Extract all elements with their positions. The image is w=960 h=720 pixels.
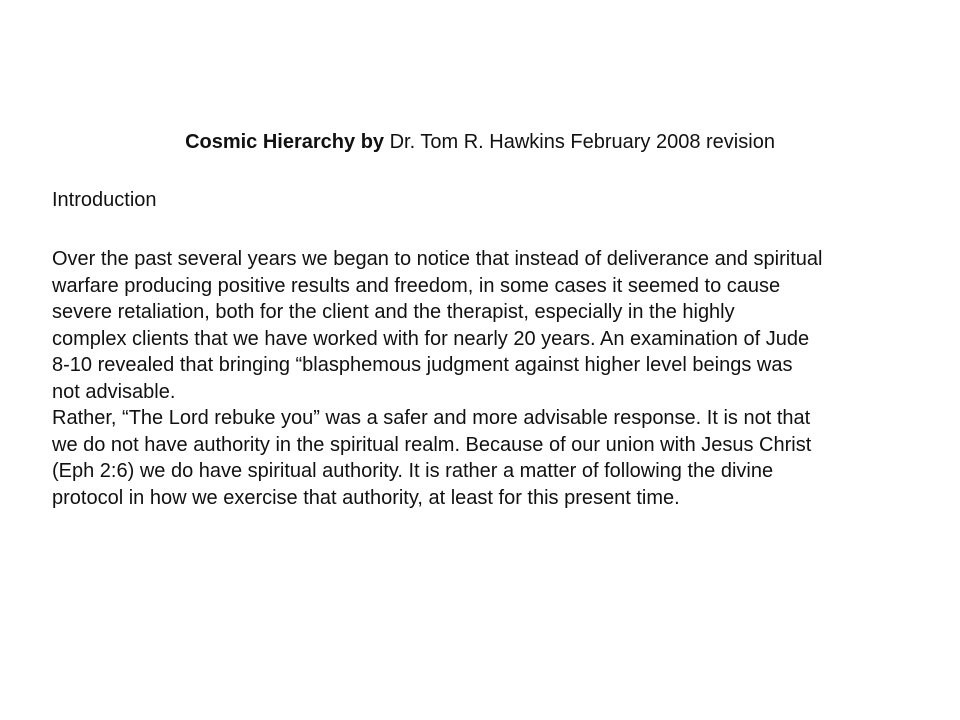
title-regular-part: Dr. Tom R. Hawkins February 2008 revision: [384, 131, 775, 153]
body-line: Over the past several years we began to notice that instead of deliverance and spiritual: [52, 248, 823, 270]
body-line: not advisable.: [52, 380, 176, 403]
body-line: warfare producing positive results and freedom, in some cases it seemed to cause: [52, 274, 781, 297]
body-line: Rather, “The Lord rebuke you” was a safer and more advisable response. It is not that: [52, 407, 811, 429]
body-line: complex clients that we have worked with for nearly 20 years. An examination of Jude: [52, 327, 810, 350]
body-paragraph: [52, 246, 932, 511]
body-line: 8-10 revealed that bringing “blasphemous judgment against higher level beings was: [52, 354, 793, 376]
body-line: (Eph 2:6) we do have spiritual authority. It is rather a matter of following the divine: [52, 460, 774, 482]
title-bold-part: Cosmic Hierarchy by: [185, 131, 385, 153]
body-line: severe retaliation, both for the client and the therapist, especially in the highly: [52, 301, 735, 323]
slide-title: [0, 129, 960, 155]
body-line: protocol in how we exercise that authority, at least for this present time.: [52, 486, 680, 509]
section-heading: Introduction: [52, 189, 157, 211]
body-line: we do not have authority in the spiritual realm. Because of our union with Jesus Christ: [52, 433, 812, 456]
